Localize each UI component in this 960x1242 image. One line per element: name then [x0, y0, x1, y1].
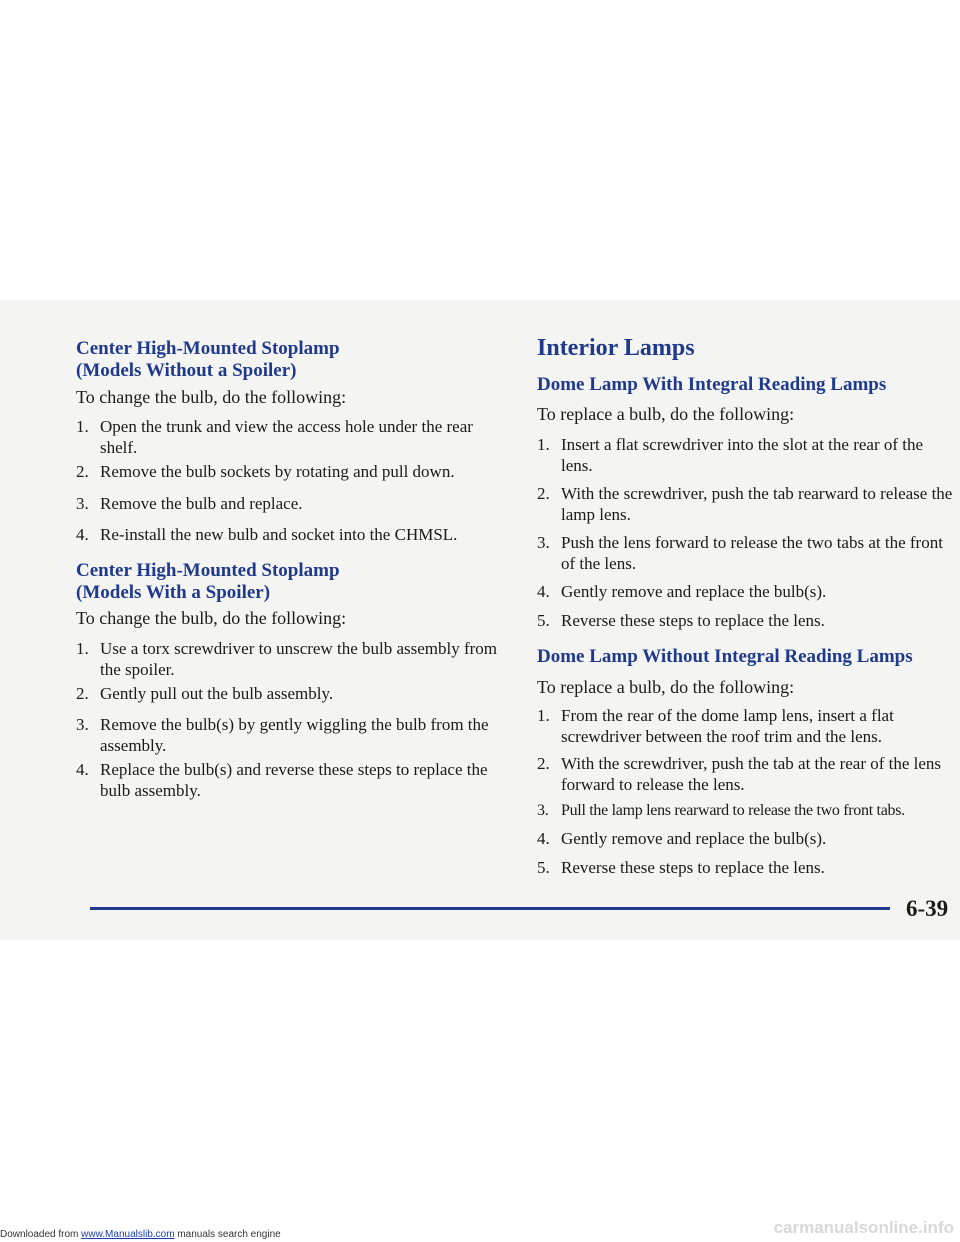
section-heading — [76, 338, 340, 382]
step-number: 1. — [76, 639, 89, 658]
step-text: Reverse these steps to replace the lens. — [561, 611, 825, 630]
manualslib-link[interactable]: www.Manualslib.com — [81, 1229, 175, 1240]
step-text: Replace the bulb(s) and reverse these steps to replace the bulb assembly. — [100, 760, 488, 800]
heading-line: Center High-Mounted Stoplamp — [76, 560, 340, 581]
intro-text: To replace a bulb, do the following: — [537, 404, 795, 424]
step-text: Open the trunk and view the access hole under the rear shelf. — [100, 417, 473, 457]
list-item — [537, 483, 957, 525]
step-number: 4. — [537, 829, 550, 848]
step-number: 2. — [76, 684, 89, 703]
step-number: 4. — [537, 582, 550, 601]
step-text: From the rear of the dome lamp lens, insert a flat screwdriver between the roof trim and the lens. — [561, 706, 894, 746]
section-heading: Dome Lamp With Integral Reading Lamps — [537, 374, 887, 395]
step-number: 3. — [76, 715, 89, 734]
list-item — [76, 759, 506, 801]
intro-text: To replace a bulb, do the following: — [537, 677, 795, 697]
step-text: Gently remove and replace the bulb(s). — [561, 829, 827, 848]
manual-page — [0, 300, 960, 940]
list-item — [537, 705, 957, 747]
list-item — [76, 493, 303, 514]
list-item — [76, 524, 457, 545]
footer-suffix: manuals search engine — [174, 1229, 281, 1240]
step-text: Remove the bulb sockets by rotating and pull down. — [100, 462, 455, 481]
step-text: Insert a flat screwdriver into the slot at the rear of the lens. — [561, 435, 924, 475]
list-item — [537, 434, 957, 476]
list-item — [537, 800, 905, 821]
step-number: 1. — [537, 706, 550, 725]
step-text: Re-install the new bulb and socket into the CHMSL. — [100, 525, 458, 544]
step-number: 3. — [537, 802, 549, 819]
intro-text: To change the bulb, do the following: — [76, 608, 347, 628]
list-item — [76, 461, 455, 482]
step-number: 2. — [537, 484, 550, 503]
step-text: Pull the lamp lens rearward to release the two front tabs. — [561, 802, 905, 819]
step-text: Gently pull out the bulb assembly. — [100, 684, 334, 703]
step-number: 5. — [537, 611, 550, 630]
step-number: 5. — [537, 858, 550, 877]
list-item — [76, 683, 333, 704]
step-text: Gently remove and replace the bulb(s). — [561, 582, 827, 601]
heading-line: Center High-Mounted Stoplamp — [76, 338, 340, 359]
step-text: Remove the bulb and replace. — [100, 494, 303, 513]
list-item — [76, 714, 506, 756]
step-number: 4. — [76, 525, 89, 544]
section-heading: Dome Lamp Without Integral Reading Lamps — [537, 646, 913, 667]
footer-rule — [90, 907, 890, 910]
list-item — [537, 581, 826, 602]
section-heading — [76, 560, 340, 604]
step-text: With the screwdriver, push the tab at the rear of the lens forward to release the lens. — [561, 754, 942, 794]
step-number: 1. — [537, 435, 550, 454]
step-number: 1. — [76, 417, 89, 436]
intro-text: To change the bulb, do the following: — [76, 387, 347, 407]
list-item — [537, 857, 825, 878]
step-number: 2. — [537, 754, 550, 773]
step-text: Reverse these steps to replace the lens. — [561, 858, 825, 877]
heading-line: (Models Without a Spoiler) — [76, 360, 297, 381]
heading-line: (Models With a Spoiler) — [76, 582, 271, 603]
list-item — [76, 638, 506, 680]
step-number: 3. — [76, 494, 89, 513]
step-text: Use a torx screwdriver to unscrew the bulb assembly from the spoiler. — [100, 639, 498, 679]
page-number: 6-39 — [906, 896, 949, 921]
step-text: Push the lens forward to release the two tabs at the front of the lens. — [561, 533, 943, 573]
list-item — [537, 610, 825, 631]
list-item — [537, 753, 957, 795]
list-item — [537, 828, 826, 849]
page-title: Interior Lamps — [537, 335, 695, 361]
step-number: 4. — [76, 760, 89, 779]
list-item — [76, 416, 506, 458]
footer-prefix: Downloaded from — [0, 1229, 82, 1240]
step-text: With the screwdriver, push the tab rearward to release the lamp lens. — [561, 484, 953, 524]
list-item — [537, 532, 957, 574]
watermark: carmanualsonline.info — [773, 1218, 954, 1237]
step-number: 3. — [537, 533, 550, 552]
download-footer — [0, 1229, 281, 1240]
step-text: Remove the bulb(s) by gently wiggling the bulb from the assembly. — [100, 715, 489, 755]
step-number: 2. — [76, 462, 89, 481]
